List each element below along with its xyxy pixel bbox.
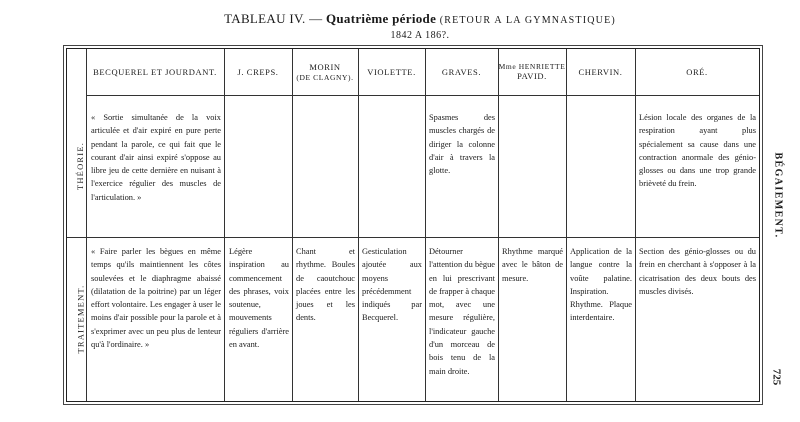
table-frame [66, 48, 760, 402]
cell-traitement-becquerel: « Faire parler les bègues en même temps qu'ils maintiennent les côtes soulevées et le diaphragme abaissé (dilatation de la poitrine) par un léger effort volontaire. Les engager à user le moins d'air possible pour la parole et à s'exprimer avec un peu plus de lenteur qu'à l'ordinaire. » [91, 247, 221, 349]
cell-theorie-becquerel: « Sortie simultanée de la voix articulée et d'air expiré en pure perte pendant la parole, ce qui fait que le courant d'air ainsi expiré s'oppose au libre jeu de cette dernière en nuisant à l'exercice régulier des muscles de l'articulation. » [91, 113, 221, 202]
cell-traitement-ore: Section des génio-glosses ou du frein en cherchant à s'opposer à la cicatrisation des deux bouts des muscles divisés. [639, 247, 756, 296]
column-divider [498, 49, 499, 401]
cell-traitement-morin: Chant et rhythme. Boules de caoutchouc placées entre les joues et les dents. [296, 247, 355, 323]
title-dash: — [309, 11, 323, 26]
row-divider [67, 237, 759, 238]
column-divider [292, 49, 293, 401]
cell-traitement-graves: Détourner l'attention du bègue en lui prescrivant de frapper à chaque mot, avec une mesure régulière, l'indicateur gauche d'un morceau de bois tenu de la main droite. [429, 247, 495, 376]
column-divider [358, 49, 359, 401]
column-header-chervin: CHERVIN. [578, 66, 623, 77]
date-range: 1842 A 186?. [390, 30, 450, 41]
row-label-traitement: TRAITEMENT. [75, 284, 85, 354]
cell-theorie-graves: Spasmes des muscles chargés de diriger la colonne d'air à travers la glotte. [429, 113, 495, 176]
column-divider [635, 49, 636, 401]
cell-traitement-violette: Gesticulation ajoutée aux moyens précédemment indiqués par Becquerel. [362, 247, 422, 323]
running-head-begaiement: BÉGAIEMENT. [772, 151, 784, 239]
period-subtitle: (RETOUR A LA GYMNASTIQUE) [439, 15, 616, 26]
header-divider [86, 95, 759, 96]
column-header-pavid: Mme HENRIETTE PAVID. [498, 62, 566, 82]
cell-traitement-chervin: Application de la langue contre la voûte palatine. Inspiration. Rhythme. Plaque interdentaire. [570, 247, 632, 323]
column-divider [425, 49, 426, 401]
cell-traitement-pavid: Rhythme marqué avec le bâton de mesure. [502, 247, 563, 283]
column-divider [566, 49, 567, 401]
table-number: TABLEAU IV. [224, 11, 306, 26]
cell-traitement-creps: Légère inspiration au commencement des phrases, voix soutenue, mouvements réguliers d'arrière en avant. [229, 247, 289, 349]
column-divider [224, 49, 225, 401]
row-label-theorie: THÉORIE. [75, 141, 85, 191]
column-header-creps: J. CREPS. [237, 66, 279, 77]
column-header-graves: GRAVES. [441, 66, 482, 77]
page-number: 725 [770, 368, 782, 386]
table-title [150, 11, 690, 27]
column-header-morin: MORIN (DE CLAGNY). [296, 62, 354, 82]
column-header-violette: VIOLETTE. [367, 66, 416, 77]
cell-theorie-ore: Lésion locale des organes de la respiration ayant plus spécialement sa cause dans une contraction anormale des génio-glosses ou dans une trop grande brièveté du frein. [639, 113, 756, 189]
column-header-becquerel: BECQUEREL ET JOURDANT. [93, 66, 217, 77]
column-header-ore: ORÉ. [686, 66, 708, 77]
period-name: Quatrième période [325, 11, 437, 26]
